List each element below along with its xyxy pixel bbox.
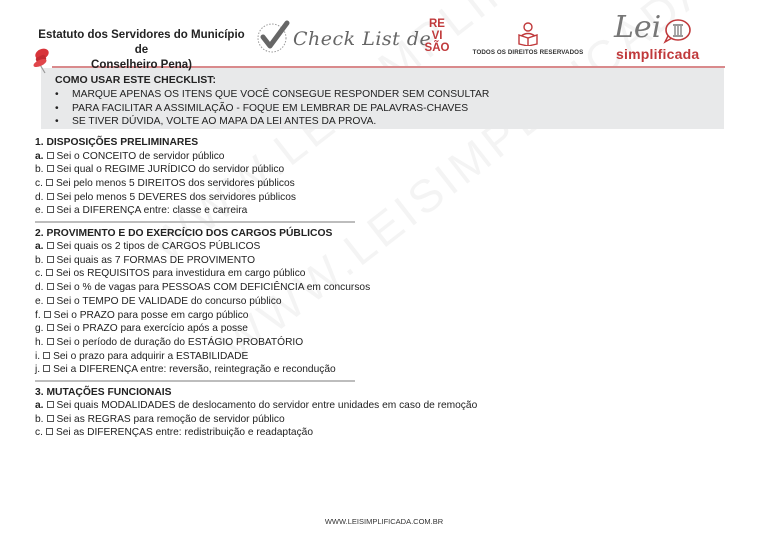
checklist-item[interactable]	[35, 150, 735, 164]
checkbox[interactable]	[46, 269, 53, 276]
how-to-use-panel	[41, 68, 724, 129]
item-letter: e.	[35, 205, 44, 217]
checklist-item[interactable]	[35, 336, 735, 350]
section-mutacoes-funcionais	[35, 386, 735, 441]
rights-text: TODOS OS DIREITOS RESERVADOS	[472, 49, 584, 56]
bullet-icon: •	[55, 102, 59, 114]
document-title	[34, 28, 249, 73]
item-letter: a.	[35, 150, 44, 162]
checkbox[interactable]	[46, 179, 53, 186]
checkbox[interactable]	[47, 152, 54, 159]
checkbox[interactable]	[47, 415, 54, 422]
item-letter: d.	[35, 191, 44, 203]
item-letter: b.	[35, 413, 44, 425]
how-to-item	[55, 102, 724, 116]
checklist-item[interactable]	[35, 240, 735, 254]
item-text: Sei quais as 7 FORMAS DE PROVIMENTO	[56, 254, 256, 266]
checklist-item[interactable]	[35, 350, 735, 364]
checkbox[interactable]	[43, 352, 50, 359]
checklist-item[interactable]	[35, 322, 735, 336]
brand-simplificada: simplificada	[616, 46, 700, 62]
item-text: Sei o TEMPO DE VALIDADE do concurso público	[56, 295, 282, 307]
brand-logo	[612, 12, 702, 64]
checkbox[interactable]	[46, 428, 53, 435]
item-text: Sei o prazo para adquirir a ESTABILIDADE	[53, 350, 249, 362]
title-line-1: Estatuto dos Servidores do Município de	[38, 29, 245, 56]
checkbox[interactable]	[47, 165, 54, 172]
checklist-item[interactable]	[35, 191, 735, 205]
item-text: Sei as REGRAS para remoção de servidor público	[56, 413, 285, 425]
checklist-item[interactable]	[35, 363, 735, 377]
how-to-title: COMO USAR ESTE CHECKLIST:	[55, 74, 217, 86]
item-text: Sei qual o REGIME JURÍDICO do servidor público	[56, 164, 285, 176]
section-title: 1. DISPOSIÇÕES PRELIMINARES	[35, 137, 199, 148]
item-letter: h.	[35, 336, 44, 348]
page-header	[0, 0, 768, 71]
item-letter: c.	[35, 177, 43, 189]
item-letter: d.	[35, 282, 44, 294]
checkmark-icon	[256, 20, 290, 54]
reader-icon	[517, 22, 539, 46]
checkbox[interactable]	[47, 338, 54, 345]
footer-website[interactable]: WWW.LEISIMPLIFICADA.COM.BR	[324, 517, 444, 526]
section-disposicoes-preliminares	[35, 136, 735, 223]
section-divider	[35, 221, 355, 223]
rights-reserved	[470, 22, 586, 58]
checkbox[interactable]	[47, 401, 54, 408]
item-letter: b.	[35, 164, 44, 176]
checklist-revisao-logo	[256, 18, 456, 58]
item-text: Sei pelo menos 5 DIREITOS dos servidores públicos	[55, 177, 295, 189]
item-text: Sei o CONCEITO de servidor público	[56, 150, 225, 162]
revisao-part-2: VI	[431, 30, 443, 42]
checklist-item[interactable]	[35, 281, 735, 295]
item-letter: f.	[35, 309, 41, 321]
section-divider	[35, 380, 355, 382]
checklist-content	[35, 136, 735, 440]
item-text: Sei o % de vagas para PESSOAS COM DEFICIÊNCIA em concursos	[56, 282, 371, 294]
item-text: Sei a DIFERENÇA entre: reversão, reintegração e recondução	[53, 364, 336, 376]
checklist-item[interactable]	[35, 254, 735, 268]
item-letter: c.	[35, 427, 43, 439]
revisao-part-1: RE	[429, 18, 445, 30]
checklist-item[interactable]	[35, 177, 735, 191]
how-to-text: SE TIVER DÚVIDA, VOLTE AO MAPA DA LEI ANTES DA PROVA.	[72, 116, 377, 127]
item-text: Sei quais MODALIDADES de deslocamento do servidor entre unidades em caso de remoção	[56, 400, 478, 412]
checklist-item[interactable]	[35, 413, 735, 427]
checkbox[interactable]	[47, 206, 54, 213]
brand-lei: Lei	[614, 10, 662, 45]
checkbox[interactable]	[47, 256, 54, 263]
revisao-part-3: SÃO	[424, 42, 450, 54]
item-text: Sei o PRAZO para exercício após a posse	[56, 323, 248, 335]
checkbox[interactable]	[47, 242, 54, 249]
bullet-icon: •	[55, 89, 59, 100]
item-letter: e.	[35, 295, 44, 307]
item-letter: b.	[35, 254, 44, 266]
checkbox[interactable]	[47, 193, 54, 200]
checkbox[interactable]	[47, 324, 54, 331]
checkbox[interactable]	[47, 283, 54, 290]
item-letter: g.	[35, 323, 44, 335]
checklist-item[interactable]	[35, 163, 735, 177]
section-title: 3. MUTAÇÕES FUNCIONAIS	[35, 386, 172, 398]
item-letter: a.	[35, 400, 44, 412]
item-text: Sei os REQUISITOS para investidura em cargo público	[55, 268, 306, 280]
checkbox[interactable]	[43, 365, 50, 372]
title-line-2: Conselheiro Pena)	[91, 59, 192, 71]
item-letter: j.	[35, 364, 41, 376]
how-to-list	[55, 88, 724, 129]
checklist-item[interactable]	[35, 267, 735, 281]
item-letter: i.	[35, 350, 41, 362]
checklist-item[interactable]	[35, 426, 735, 440]
how-to-text: MARQUE APENAS OS ITENS QUE VOCÊ CONSEGUE RESPONDER SEM CONSULTAR	[72, 89, 490, 100]
checklist-item[interactable]	[35, 399, 735, 413]
how-to-item	[55, 88, 724, 102]
item-text: Sei pelo menos 5 DEVERES dos servidores públicos	[56, 191, 297, 203]
how-to-text: PARA FACILITAR A ASSIMILAÇÃO - FOQUE EM LEMBRAR DE PALAVRAS-CHAVES	[72, 102, 469, 114]
item-letter: c.	[35, 268, 43, 280]
item-letter: a.	[35, 241, 44, 253]
speech-balloon-columns-icon	[662, 18, 692, 44]
checklist-item[interactable]	[35, 204, 735, 218]
bullet-icon: •	[55, 116, 59, 127]
revisao-label	[422, 18, 452, 54]
item-text: Sei a DIFERENÇA entre: classe e carreira	[56, 205, 248, 217]
checkbox[interactable]	[44, 311, 51, 318]
checklist-item[interactable]	[35, 295, 735, 309]
section-title: 2. PROVIMENTO E DO EXERCÍCIO DOS CARGOS PÚBLICOS	[35, 227, 333, 239]
checklist-label: Check List de	[293, 28, 432, 50]
item-text: Sei o período de duração do ESTÁGIO PROBATÓRIO	[56, 336, 304, 348]
section-provimento-exercicio	[35, 227, 735, 382]
item-text: Sei o PRAZO para posse em cargo público	[53, 309, 249, 321]
item-text: Sei quais os 2 tipos de CARGOS PÚBLICOS	[56, 241, 261, 253]
how-to-item	[55, 115, 724, 129]
checkbox[interactable]	[47, 297, 54, 304]
checklist-item[interactable]	[35, 309, 735, 323]
pushpin-icon	[30, 46, 56, 74]
item-text: Sei as DIFERENÇAS entre: redistribuição e readaptação	[55, 427, 314, 439]
